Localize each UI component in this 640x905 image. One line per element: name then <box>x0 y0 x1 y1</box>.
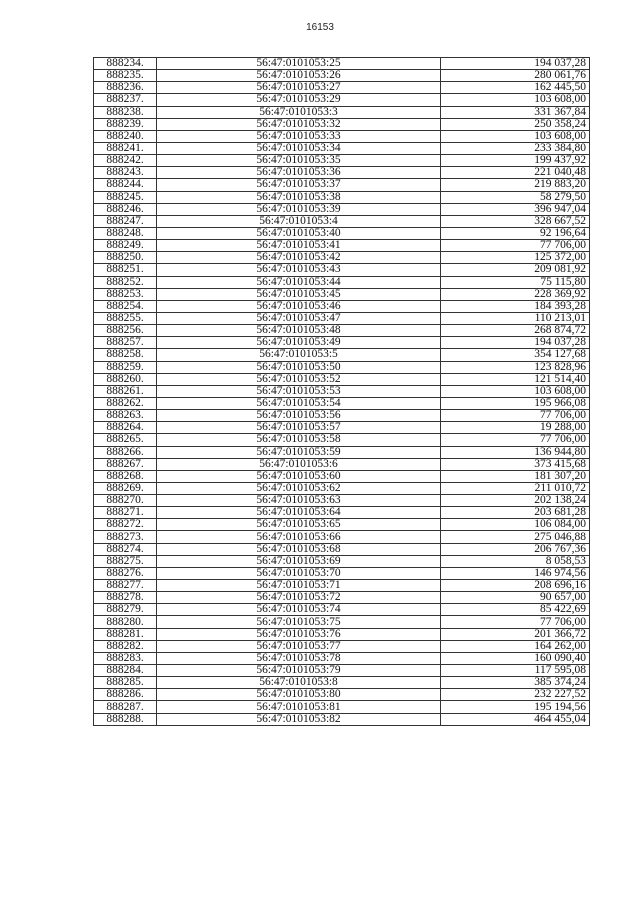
table-row <box>94 470 590 482</box>
table-body <box>94 58 590 726</box>
cadastral-value-cell: 103 608,00 <box>441 130 590 142</box>
row-number-cell: 888269. <box>94 482 157 494</box>
cadastral-number-cell: 56:47:0101053:79 <box>157 665 441 677</box>
row-number-cell: 888274. <box>94 543 157 555</box>
cadastral-value-cell: 184 393,28 <box>441 300 590 312</box>
row-number-cell: 888256. <box>94 325 157 337</box>
table-row <box>94 677 590 689</box>
cadastral-value-cell: 354 127,68 <box>441 349 590 361</box>
table-row <box>94 94 590 106</box>
cadastral-number-cell: 56:47:0101053:41 <box>157 240 441 252</box>
table-row <box>94 349 590 361</box>
row-number-cell: 888270. <box>94 495 157 507</box>
cadastral-number-cell: 56:47:0101053:60 <box>157 470 441 482</box>
cadastral-value-cell: 90 657,00 <box>441 592 590 604</box>
cadastral-value-cell: 219 883,20 <box>441 179 590 191</box>
table-row <box>94 701 590 713</box>
cadastral-number-cell: 56:47:0101053:29 <box>157 94 441 106</box>
cadastral-number-cell: 56:47:0101053:50 <box>157 361 441 373</box>
table-row <box>94 422 590 434</box>
cadastral-value-cell: 268 874,72 <box>441 325 590 337</box>
cadastral-value-cell: 194 037,28 <box>441 58 590 70</box>
cadastral-value-cell: 123 828,96 <box>441 361 590 373</box>
cadastral-number-cell: 56:47:0101053:48 <box>157 325 441 337</box>
table-row <box>94 325 590 337</box>
table-row <box>94 361 590 373</box>
page-number: 16153 <box>306 22 334 33</box>
table-row <box>94 592 590 604</box>
cadastral-number-cell: 56:47:0101053:71 <box>157 580 441 592</box>
cadastral-number-cell: 56:47:0101053:58 <box>157 434 441 446</box>
cadastral-number-cell: 56:47:0101053:27 <box>157 82 441 94</box>
cadastral-value-table <box>93 57 590 726</box>
cadastral-number-cell: 56:47:0101053:3 <box>157 106 441 118</box>
cadastral-value-cell: 250 358,24 <box>441 118 590 130</box>
cadastral-number-cell: 56:47:0101053:65 <box>157 519 441 531</box>
table-row <box>94 179 590 191</box>
table-row <box>94 167 590 179</box>
row-number-cell: 888287. <box>94 701 157 713</box>
row-number-cell: 888267. <box>94 458 157 470</box>
row-number-cell: 888277. <box>94 580 157 592</box>
cadastral-value-cell: 77 706,00 <box>441 434 590 446</box>
cadastral-number-cell: 56:47:0101053:45 <box>157 288 441 300</box>
cadastral-number-cell: 56:47:0101053:8 <box>157 677 441 689</box>
table-row <box>94 312 590 324</box>
row-number-cell: 888268. <box>94 470 157 482</box>
row-number-cell: 888286. <box>94 689 157 701</box>
cadastral-value-cell: 195 194,56 <box>441 701 590 713</box>
cadastral-value-cell: 58 279,50 <box>441 191 590 203</box>
row-number-cell: 888244. <box>94 179 157 191</box>
cadastral-value-cell: 75 115,80 <box>441 276 590 288</box>
row-number-cell: 888266. <box>94 446 157 458</box>
row-number-cell: 888239. <box>94 118 157 130</box>
row-number-cell: 888241. <box>94 142 157 154</box>
cadastral-value-cell: 77 706,00 <box>441 410 590 422</box>
row-number-cell: 888234. <box>94 58 157 70</box>
cadastral-number-cell: 56:47:0101053:52 <box>157 373 441 385</box>
row-number-cell: 888249. <box>94 240 157 252</box>
cadastral-number-cell: 56:47:0101053:37 <box>157 179 441 191</box>
table-row <box>94 385 590 397</box>
row-number-cell: 888247. <box>94 215 157 227</box>
cadastral-value-cell: 103 608,00 <box>441 385 590 397</box>
row-number-cell: 888263. <box>94 410 157 422</box>
cadastral-value-cell: 206 767,36 <box>441 543 590 555</box>
table-row <box>94 713 590 725</box>
row-number-cell: 888248. <box>94 227 157 239</box>
cadastral-number-cell: 56:47:0101053:46 <box>157 300 441 312</box>
cadastral-number-cell: 56:47:0101053:39 <box>157 203 441 215</box>
table-row <box>94 580 590 592</box>
table-row <box>94 82 590 94</box>
row-number-cell: 888242. <box>94 155 157 167</box>
cadastral-number-cell: 56:47:0101053:32 <box>157 118 441 130</box>
row-number-cell: 888260. <box>94 373 157 385</box>
row-number-cell: 888284. <box>94 665 157 677</box>
cadastral-value-cell: 103 608,00 <box>441 94 590 106</box>
cadastral-number-cell: 56:47:0101053:76 <box>157 628 441 640</box>
cadastral-value-cell: 136 944,80 <box>441 446 590 458</box>
row-number-cell: 888271. <box>94 507 157 519</box>
table-row <box>94 567 590 579</box>
row-number-cell: 888238. <box>94 106 157 118</box>
cadastral-number-cell: 56:47:0101053:6 <box>157 458 441 470</box>
cadastral-value-cell: 160 090,40 <box>441 652 590 664</box>
cadastral-value-cell: 221 040,48 <box>441 167 590 179</box>
row-number-cell: 888243. <box>94 167 157 179</box>
row-number-cell: 888276. <box>94 567 157 579</box>
row-number-cell: 888281. <box>94 628 157 640</box>
table-row <box>94 519 590 531</box>
row-number-cell: 888283. <box>94 652 157 664</box>
cadastral-value-cell: 110 213,01 <box>441 312 590 324</box>
row-number-cell: 888259. <box>94 361 157 373</box>
row-number-cell: 888272. <box>94 519 157 531</box>
cadastral-value-cell: 106 084,00 <box>441 519 590 531</box>
table-row <box>94 482 590 494</box>
cadastral-value-cell: 232 227,52 <box>441 689 590 701</box>
cadastral-value-cell: 77 706,00 <box>441 240 590 252</box>
table-row <box>94 507 590 519</box>
cadastral-value-cell: 117 595,08 <box>441 665 590 677</box>
cadastral-value-cell: 162 445,50 <box>441 82 590 94</box>
cadastral-number-cell: 56:47:0101053:33 <box>157 130 441 142</box>
cadastral-value-cell: 228 369,92 <box>441 288 590 300</box>
table-row <box>94 665 590 677</box>
row-number-cell: 888265. <box>94 434 157 446</box>
row-number-cell: 888288. <box>94 713 157 725</box>
cadastral-value-cell: 211 010,72 <box>441 482 590 494</box>
cadastral-number-cell: 56:47:0101053:66 <box>157 531 441 543</box>
cadastral-number-cell: 56:47:0101053:57 <box>157 422 441 434</box>
row-number-cell: 888275. <box>94 555 157 567</box>
cadastral-number-cell: 56:47:0101053:42 <box>157 252 441 264</box>
table-row <box>94 628 590 640</box>
cadastral-number-cell: 56:47:0101053:36 <box>157 167 441 179</box>
table-row <box>94 495 590 507</box>
cadastral-value-cell: 199 437,92 <box>441 155 590 167</box>
table-row <box>94 604 590 616</box>
cadastral-number-cell: 56:47:0101053:56 <box>157 410 441 422</box>
table-row <box>94 446 590 458</box>
cadastral-number-cell: 56:47:0101053:47 <box>157 312 441 324</box>
table-row <box>94 58 590 70</box>
cadastral-number-cell: 56:47:0101053:25 <box>157 58 441 70</box>
table-row <box>94 130 590 142</box>
cadastral-number-cell: 56:47:0101053:78 <box>157 652 441 664</box>
cadastral-value-cell: 125 372,00 <box>441 252 590 264</box>
table-row <box>94 616 590 628</box>
cadastral-value-cell: 195 966,08 <box>441 397 590 409</box>
cadastral-number-cell: 56:47:0101053:53 <box>157 385 441 397</box>
cadastral-number-cell: 56:47:0101053:49 <box>157 337 441 349</box>
cadastral-value-cell: 208 696,16 <box>441 580 590 592</box>
row-number-cell: 888252. <box>94 276 157 288</box>
table-row <box>94 555 590 567</box>
cadastral-value-cell: 8 058,53 <box>441 555 590 567</box>
cadastral-value-cell: 194 037,28 <box>441 337 590 349</box>
cadastral-number-cell: 56:47:0101053:43 <box>157 264 441 276</box>
table-row <box>94 640 590 652</box>
cadastral-number-cell: 56:47:0101053:68 <box>157 543 441 555</box>
cadastral-number-cell: 56:47:0101053:4 <box>157 215 441 227</box>
cadastral-number-cell: 56:47:0101053:75 <box>157 616 441 628</box>
cadastral-number-cell: 56:47:0101053:72 <box>157 592 441 604</box>
cadastral-number-cell: 56:47:0101053:44 <box>157 276 441 288</box>
row-number-cell: 888282. <box>94 640 157 652</box>
cadastral-number-cell: 56:47:0101053:70 <box>157 567 441 579</box>
table-row <box>94 203 590 215</box>
table-row <box>94 458 590 470</box>
cadastral-value-cell: 331 367,84 <box>441 106 590 118</box>
table-row <box>94 264 590 276</box>
cadastral-value-cell: 85 422,69 <box>441 604 590 616</box>
cadastral-number-cell: 56:47:0101053:64 <box>157 507 441 519</box>
table-row <box>94 240 590 252</box>
table-row <box>94 276 590 288</box>
row-number-cell: 888254. <box>94 300 157 312</box>
cadastral-number-cell: 56:47:0101053:62 <box>157 482 441 494</box>
row-number-cell: 888240. <box>94 130 157 142</box>
cadastral-number-cell: 56:47:0101053:69 <box>157 555 441 567</box>
table-row <box>94 191 590 203</box>
cadastral-number-cell: 56:47:0101053:77 <box>157 640 441 652</box>
cadastral-value-cell: 373 415,68 <box>441 458 590 470</box>
table-row <box>94 288 590 300</box>
cadastral-value-cell: 233 384,80 <box>441 142 590 154</box>
row-number-cell: 888258. <box>94 349 157 361</box>
row-number-cell: 888245. <box>94 191 157 203</box>
row-number-cell: 888253. <box>94 288 157 300</box>
row-number-cell: 888255. <box>94 312 157 324</box>
table-row <box>94 106 590 118</box>
cadastral-value-cell: 181 307,20 <box>441 470 590 482</box>
table-row <box>94 689 590 701</box>
table-row <box>94 155 590 167</box>
cadastral-value-cell: 202 138,24 <box>441 495 590 507</box>
table-row <box>94 252 590 264</box>
table-row <box>94 397 590 409</box>
cadastral-number-cell: 56:47:0101053:40 <box>157 227 441 239</box>
cadastral-number-cell: 56:47:0101053:26 <box>157 70 441 82</box>
row-number-cell: 888278. <box>94 592 157 604</box>
row-number-cell: 888235. <box>94 70 157 82</box>
row-number-cell: 888246. <box>94 203 157 215</box>
cadastral-value-cell: 328 667,52 <box>441 215 590 227</box>
cadastral-value-cell: 201 366,72 <box>441 628 590 640</box>
cadastral-value-cell: 396 947,04 <box>441 203 590 215</box>
row-number-cell: 888250. <box>94 252 157 264</box>
cadastral-number-cell: 56:47:0101053:35 <box>157 155 441 167</box>
table-row <box>94 300 590 312</box>
row-number-cell: 888280. <box>94 616 157 628</box>
cadastral-value-cell: 164 262,00 <box>441 640 590 652</box>
table-row <box>94 142 590 154</box>
cadastral-value-cell: 385 374,24 <box>441 677 590 689</box>
table-row <box>94 543 590 555</box>
table-row <box>94 373 590 385</box>
cadastral-number-cell: 56:47:0101053:54 <box>157 397 441 409</box>
cadastral-value-cell: 92 196,64 <box>441 227 590 239</box>
cadastral-number-cell: 56:47:0101053:59 <box>157 446 441 458</box>
cadastral-number-cell: 56:47:0101053:34 <box>157 142 441 154</box>
cadastral-value-cell: 77 706,00 <box>441 616 590 628</box>
row-number-cell: 888279. <box>94 604 157 616</box>
table-row <box>94 227 590 239</box>
cadastral-number-cell: 56:47:0101053:38 <box>157 191 441 203</box>
cadastral-number-cell: 56:47:0101053:80 <box>157 689 441 701</box>
table-row <box>94 652 590 664</box>
cadastral-value-cell: 19 288,00 <box>441 422 590 434</box>
table-row <box>94 531 590 543</box>
table-row <box>94 337 590 349</box>
row-number-cell: 888261. <box>94 385 157 397</box>
row-number-cell: 888251. <box>94 264 157 276</box>
table-row <box>94 410 590 422</box>
row-number-cell: 888236. <box>94 82 157 94</box>
table-row <box>94 70 590 82</box>
table-row <box>94 215 590 227</box>
table-row <box>94 118 590 130</box>
cadastral-number-cell: 56:47:0101053:5 <box>157 349 441 361</box>
row-number-cell: 888262. <box>94 397 157 409</box>
cadastral-value-cell: 121 514,40 <box>441 373 590 385</box>
cadastral-value-cell: 464 455,04 <box>441 713 590 725</box>
cadastral-value-cell: 280 061,76 <box>441 70 590 82</box>
row-number-cell: 888264. <box>94 422 157 434</box>
cadastral-number-cell: 56:47:0101053:81 <box>157 701 441 713</box>
row-number-cell: 888237. <box>94 94 157 106</box>
row-number-cell: 888257. <box>94 337 157 349</box>
table-row <box>94 434 590 446</box>
cadastral-value-cell: 146 974,56 <box>441 567 590 579</box>
row-number-cell: 888285. <box>94 677 157 689</box>
cadastral-value-cell: 203 681,28 <box>441 507 590 519</box>
cadastral-value-cell: 209 081,92 <box>441 264 590 276</box>
cadastral-number-cell: 56:47:0101053:63 <box>157 495 441 507</box>
cadastral-number-cell: 56:47:0101053:82 <box>157 713 441 725</box>
cadastral-number-cell: 56:47:0101053:74 <box>157 604 441 616</box>
cadastral-value-cell: 275 046,88 <box>441 531 590 543</box>
row-number-cell: 888273. <box>94 531 157 543</box>
